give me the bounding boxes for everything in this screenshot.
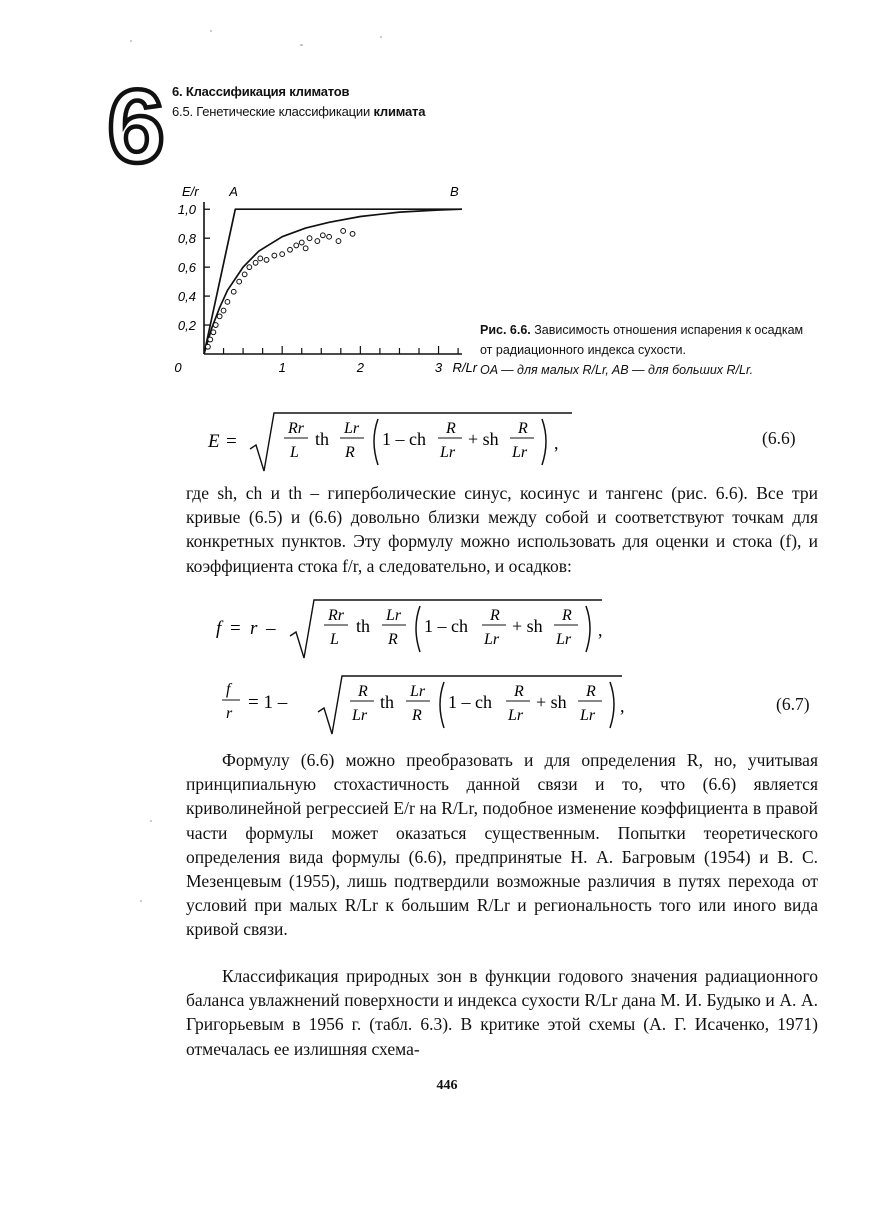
svg-text:1 – ch: 1 – ch <box>424 616 468 636</box>
section-title <box>172 104 425 119</box>
svg-text:Lr: Lr <box>410 683 426 700</box>
svg-text:,: , <box>620 696 625 716</box>
data-point <box>315 239 320 244</box>
x-tick-label: 1 <box>278 360 286 375</box>
chapter-title: 6. Классификация климатов <box>172 84 350 99</box>
x-axis-label: R/Lr <box>452 360 478 375</box>
chart-labels <box>182 184 478 375</box>
svg-text:1 – ch: 1 – ch <box>382 429 426 449</box>
y-tick-label: 1,0 <box>177 202 196 218</box>
caption-text: Зависимость отношения испарения к осадкам от радиационного индекса сухости. <box>480 323 804 357</box>
data-point <box>231 289 236 294</box>
data-point <box>237 279 242 284</box>
chart-plot <box>204 209 462 354</box>
curve-fitted <box>204 209 462 354</box>
caption-legend: OA — для малых R/Lr, AB — для больших R/Lr. <box>480 363 754 377</box>
data-point <box>327 234 332 239</box>
svg-text:f: f <box>216 618 222 639</box>
figure-6-6-chart <box>168 178 478 383</box>
data-point <box>206 344 211 349</box>
svg-text:–: – <box>266 618 276 639</box>
data-point <box>258 256 263 261</box>
svg-text:Lr: Lr <box>556 631 572 648</box>
data-point <box>341 229 346 234</box>
equation-6-6-number: (6.6) <box>762 428 796 448</box>
svg-text:th: th <box>315 429 330 449</box>
svg-text:Lr: Lr <box>352 707 368 724</box>
data-point <box>264 258 269 263</box>
y-tick-label: 0,2 <box>177 318 196 334</box>
x-tick-label: 0 <box>174 360 182 375</box>
svg-text:R: R <box>562 607 572 624</box>
svg-text:1 – ch: 1 – ch <box>448 692 492 712</box>
svg-text:Lr: Lr <box>512 444 528 461</box>
y-axis-label: E/r <box>182 184 199 199</box>
svg-text:Lr: Lr <box>508 707 524 724</box>
paragraph-2: Формулу (6.6) можно преобразовать и для определения R, но, учитывая принципиальную стохастичность данной связи и то, что (6.6) является криволинейной регрессией E/r на R/Lr, подобное изменение коэффициента в правой части формулы может оказаться существенным. Попытки теоретического определения вида формулы (6.6), предпринятые Н. А. Багровым (1954) и В. С. Мезенцевым (1955), лишь подтвердили возможные различия в путях перехода от условий при малых R/Lr к большим R/Lr и региональность того или иного вида кривой связи. <box>186 750 818 940</box>
svg-text:f: f <box>226 681 231 698</box>
caption-label: Рис. 6.6. <box>480 323 531 337</box>
svg-text:r: r <box>226 705 233 722</box>
data-point <box>242 272 247 277</box>
svg-text:L: L <box>330 631 339 648</box>
data-point <box>280 252 285 257</box>
data-point <box>208 337 213 342</box>
data-point <box>288 247 293 252</box>
line-label-b: B <box>450 184 459 199</box>
svg-text:Rr: Rr <box>288 420 304 437</box>
data-point <box>247 265 252 270</box>
data-point <box>253 260 258 265</box>
svg-text:=: = <box>230 618 241 639</box>
svg-text:,: , <box>598 620 603 640</box>
svg-text:= 1 –: = 1 – <box>248 692 288 713</box>
section-title-bold: климата <box>373 104 426 119</box>
data-point <box>272 253 277 258</box>
svg-text:E: E <box>208 431 220 452</box>
page-number: 446 <box>436 1078 458 1093</box>
svg-text:Lr: Lr <box>484 631 500 648</box>
svg-text:,: , <box>554 433 559 453</box>
svg-text:=: = <box>226 431 237 452</box>
data-point <box>350 231 355 236</box>
svg-text:R: R <box>586 683 596 700</box>
y-tick-label: 0,4 <box>177 289 196 305</box>
svg-text:th: th <box>356 616 371 636</box>
data-point <box>303 246 308 251</box>
svg-text:r: r <box>250 618 258 639</box>
svg-text:R: R <box>514 683 524 700</box>
svg-text:R: R <box>518 420 528 437</box>
svg-text:R: R <box>412 707 422 724</box>
paragraph-3: Классификация природных зон в функции годового значения радиационного баланса увлажнений поверхности и индекса сухости R/Lr дана М. И. Будыко и А. А. Григорьевым в 1956 г. (табл. 6.3). В критике этой схемы (А. Г. Исаченко, 1971) отмечалась ее излишняя схема- <box>186 966 818 1059</box>
svg-text:R: R <box>358 683 368 700</box>
svg-text:R: R <box>446 420 456 437</box>
svg-text:R: R <box>388 631 398 648</box>
data-point <box>213 323 218 328</box>
svg-text:R: R <box>490 607 500 624</box>
data-point <box>336 239 341 244</box>
data-point <box>320 233 325 238</box>
svg-text:+ sh: + sh <box>536 692 567 712</box>
svg-text:Lr: Lr <box>580 707 596 724</box>
equation-runoff <box>210 594 620 664</box>
svg-text:R: R <box>345 444 355 461</box>
data-point <box>307 236 312 241</box>
y-tick-label: 0,6 <box>177 260 196 276</box>
equation-6-7 <box>210 668 630 740</box>
svg-text:Lr: Lr <box>440 444 456 461</box>
equation-6-7-number: (6.7) <box>776 694 810 714</box>
svg-text:Lr: Lr <box>386 607 402 624</box>
data-point <box>217 314 222 319</box>
chapter-number-glyph <box>104 82 168 168</box>
line-label-a: A <box>229 184 238 199</box>
svg-text:Rr: Rr <box>328 607 344 624</box>
data-point <box>221 308 226 313</box>
y-tick-label: 0,8 <box>177 231 196 247</box>
svg-text:Lr: Lr <box>344 420 360 437</box>
svg-text:+ sh: + sh <box>512 616 543 636</box>
line-oab <box>204 209 462 354</box>
equation-6-6 <box>200 405 580 477</box>
svg-text:L: L <box>290 444 299 461</box>
chapter-number: 6 <box>107 82 165 168</box>
svg-text:+ sh: + sh <box>468 429 499 449</box>
x-tick-label: 3 <box>434 360 443 375</box>
data-point <box>299 240 304 245</box>
data-point <box>225 299 230 304</box>
paragraph-1: где sh, ch и th – гиперболические синус, косинус и тангенс (рис. 6.6). Все три кривые (6.5) и (6.6) довольно близки между собой и соответствуют точкам для конкретных пунктов. Эту формулу можно использовать для оценки и стока (f), и коэффициента стока f/r, а следовательно, и осадков: <box>186 483 818 576</box>
section-title-part: 6.5. Генетические классификации <box>172 104 374 119</box>
x-tick-label: 2 <box>356 360 364 375</box>
figure-caption <box>480 320 810 380</box>
data-point <box>294 243 299 248</box>
svg-text:th: th <box>380 692 395 712</box>
data-point <box>211 330 216 335</box>
